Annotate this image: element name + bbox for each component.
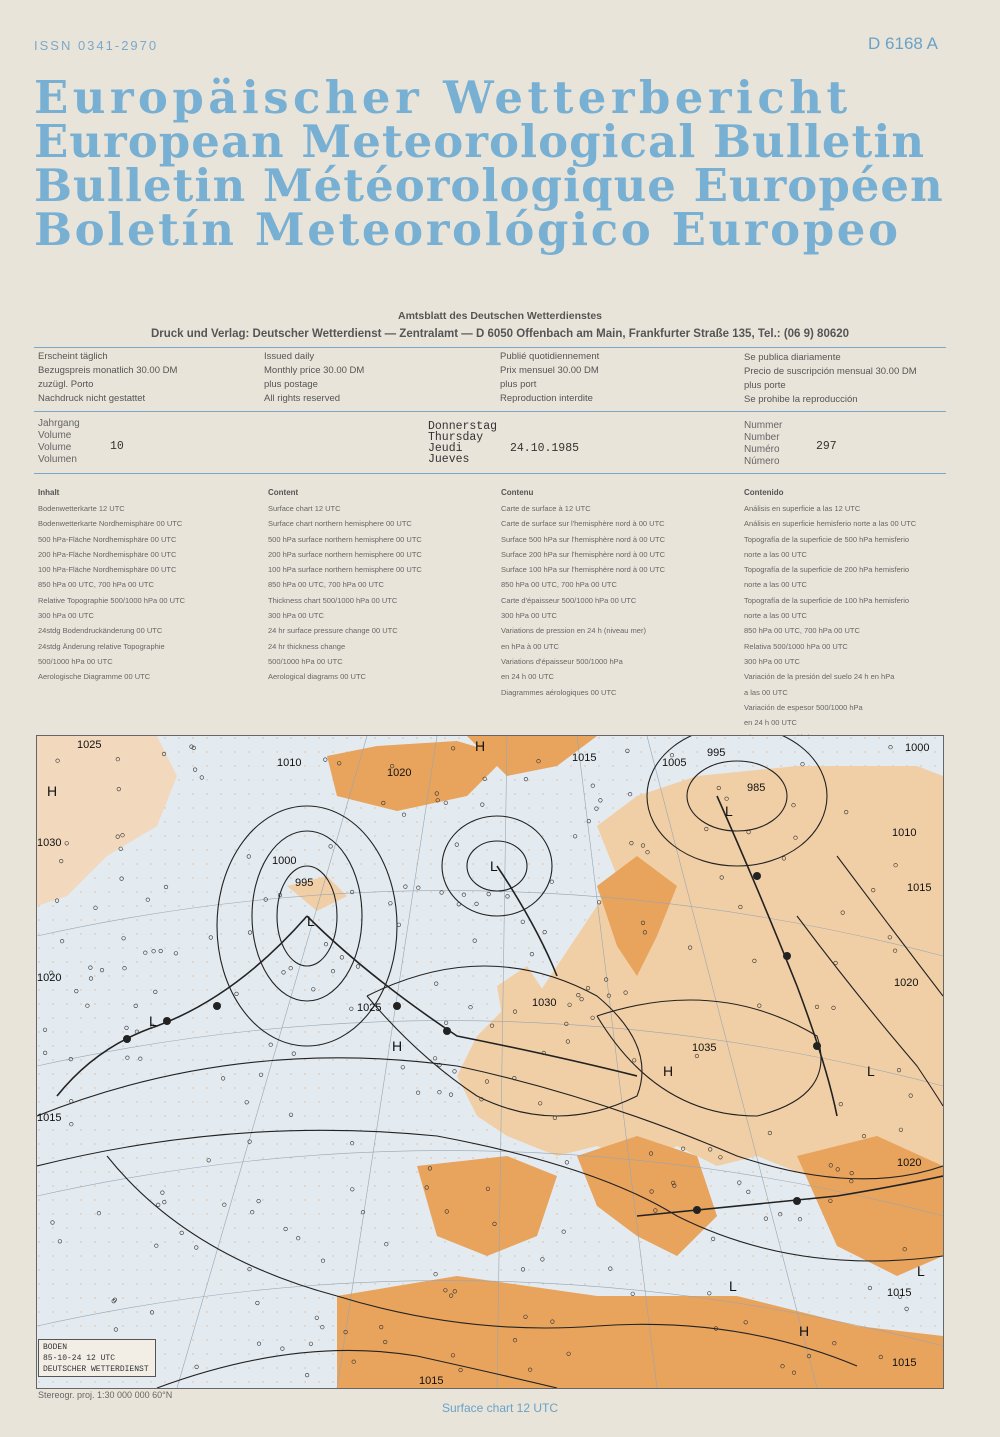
- contents-item: 850 hPa 00 UTC, 700 hPa 00 UTC: [501, 580, 617, 590]
- isobar-label: 1020: [894, 977, 919, 989]
- terms-line: zuzügl. Porto: [38, 379, 94, 390]
- contents-item: Topografía de la superficie de 500 hPa hemisferio: [744, 534, 910, 544]
- terms-line: All rights reserved: [264, 393, 341, 404]
- contents-item: 100 hPa surface northern hemisphere 00 UTC: [268, 565, 422, 575]
- volume-label: Volumen: [38, 454, 77, 465]
- contents-item: a las 00 UTC: [744, 687, 788, 697]
- terms-english: [264, 350, 364, 406]
- number-label: Numéro: [744, 444, 780, 455]
- title-spanish: Boletín Meteorológico Europeo: [34, 203, 901, 256]
- contents-item: norte a las 00 UTC: [744, 549, 807, 559]
- contents-item: 24 hr thickness change: [268, 641, 346, 651]
- title-german: Europäischer Wetterbericht: [34, 71, 852, 124]
- contents-item: Relativa 500/1000 hPa 00 UTC: [744, 641, 848, 651]
- publisher-address: Druck und Verlag: Deutscher Wetterdienst — Zentralamt — D 6050 Offenbach am Main, Frankfurter Straße 135, Tel.: (06 9) 80620: [150, 328, 850, 340]
- high-pressure-marker: H: [799, 1323, 810, 1339]
- isobar-label: 995: [295, 877, 314, 889]
- terms-line: Reproduction interdite: [500, 393, 593, 404]
- contents-item: Bodenwetterkarte Nordhemisphäre 00 UTC: [38, 519, 183, 529]
- weekday: Jeudi: [428, 442, 463, 455]
- contents-item: 24stdg Änderung relative Topographie: [38, 641, 165, 651]
- isobar-label: 1015: [37, 1112, 62, 1124]
- contents-item: 200 hPa-Fläche Nordhemisphäre 00 UTC: [38, 549, 177, 559]
- contents-item: 24stdg Bodendruckänderung 00 UTC: [38, 626, 163, 636]
- contents-item: Surface 100 hPa sur l'hemisphère nord à 00 UTC: [501, 565, 666, 575]
- surface-chart-map: [36, 735, 944, 1389]
- contents-spanish: [744, 488, 916, 746]
- contents-item: norte a las 00 UTC: [744, 580, 807, 590]
- contents-item: Diagrammes aérologiques 00 UTC: [501, 687, 617, 697]
- legend-line: DEUTSCHER WETTERDIENST: [43, 1365, 149, 1374]
- isobar-label: 1020: [387, 767, 412, 779]
- low-pressure-marker: L: [867, 1063, 875, 1079]
- contents-item: 300 hPa 00 UTC: [744, 656, 800, 666]
- terms-line: plus porte: [744, 380, 786, 391]
- contents-german: [38, 488, 185, 685]
- contents-item: 850 hPa 00 UTC, 700 hPa 00 UTC: [744, 626, 860, 636]
- contents-item: Carte de surface sur l'hemisphère nord à 00 UTC: [501, 519, 665, 529]
- low-pressure-marker: L: [490, 858, 498, 874]
- contents-heading: Contenu: [501, 488, 534, 497]
- terms-line: plus port: [500, 379, 537, 390]
- contents-item: Variations de pression en 24 h (niveau mer): [501, 626, 646, 636]
- isobar-label: 995: [707, 747, 726, 759]
- contents-heading: Content: [268, 488, 299, 497]
- isobar-label: 1015: [572, 752, 597, 764]
- low-pressure-marker: L: [149, 1013, 157, 1029]
- isobar-label: 1020: [37, 972, 62, 984]
- isobar-label: 1005: [662, 757, 687, 769]
- weekday-names: [428, 421, 497, 465]
- isobar-label: 1015: [892, 1357, 917, 1369]
- contents-item: Surface 200 hPa sur l'hemisphère nord à 00 UTC: [501, 549, 666, 559]
- contents-item: 24 hr surface pressure change 00 UTC: [268, 626, 398, 636]
- divider: [34, 411, 946, 412]
- legend-line: 85-10-24 12 UTC: [43, 1354, 116, 1363]
- volume-label: Jahrgang: [38, 418, 80, 429]
- isobar-label: 1020: [897, 1157, 922, 1169]
- isobar-label: 985: [747, 782, 766, 794]
- terms-line: Erscheint täglich: [38, 351, 108, 362]
- terms-line: Bezugspreis monatlich 30.00 DM: [38, 365, 178, 376]
- low-pressure-marker: L: [725, 803, 733, 819]
- contents-english: [268, 488, 422, 685]
- contents-item: 200 hPa surface northern hemisphere 00 UTC: [268, 549, 422, 559]
- contents-item: 850 hPa 00 UTC, 700 hPa 00 UTC: [268, 580, 384, 590]
- number-labels: [744, 420, 782, 468]
- contents-item: 100 hPa-Fläche Nordhemisphäre 00 UTC: [38, 565, 177, 575]
- low-pressure-marker: L: [307, 913, 315, 929]
- terms-line: plus postage: [264, 379, 318, 390]
- isobar-label: 1025: [357, 1002, 382, 1014]
- contents-item: 300 hPa 00 UTC: [268, 611, 324, 621]
- terms-line: Se publica diariamente: [744, 352, 841, 363]
- contents-item: Análisis en superficie a las 12 UTC: [744, 504, 861, 513]
- volume-number: 10: [110, 440, 124, 453]
- contents-item: 500 hPa surface northern hemisphere 00 UTC: [268, 534, 422, 544]
- contents-item: en 24 h 00 UTC: [501, 672, 554, 682]
- isobar-label: 1025: [77, 739, 102, 751]
- contents-item: Aerologische Diagramme 00 UTC: [38, 672, 151, 682]
- terms-line: Precio de suscripción mensual 30.00 DM: [744, 366, 917, 377]
- number-label: Nummer: [744, 420, 783, 431]
- contents-item: 300 hPa 00 UTC: [38, 611, 94, 621]
- terms-line: Se prohibe la reproducción: [744, 394, 858, 405]
- terms-line: Issued daily: [264, 351, 315, 362]
- contents-item: Topografía de la superficie de 100 hPa hemisferio: [744, 595, 910, 605]
- contents-item: Carte de surface à 12 UTC: [501, 504, 591, 513]
- contents-item: 500 hPa-Fläche Nordhemisphäre 00 UTC: [38, 534, 177, 544]
- title-english: European Meteorological Bulletin: [34, 115, 926, 168]
- volume-labels: [38, 418, 80, 466]
- contents-item: Topografía de la superficie de 200 hPa hemisferio: [744, 565, 910, 575]
- contents-item: Surface chart northern hemisphere 00 UTC: [268, 519, 412, 529]
- terms-line: Publié quotidiennement: [500, 351, 600, 362]
- number-label: Number: [744, 432, 780, 443]
- terms-german: [38, 350, 177, 406]
- contents-item: Surface chart 12 UTC: [268, 504, 341, 513]
- terms-french: [500, 350, 599, 406]
- contents-item: Variations d'épaisseur 500/1000 hPa: [501, 656, 623, 666]
- contents-item: Análisis en superficie hemisferio norte a las 00 UTC: [744, 519, 917, 529]
- isobar-label: 1010: [277, 757, 302, 769]
- contents-item: 500/1000 hPa 00 UTC: [38, 656, 113, 666]
- contents-item: en 24 h 00 UTC: [744, 718, 797, 728]
- high-pressure-marker: H: [663, 1063, 674, 1079]
- contents-item: Relative Topographie 500/1000 hPa 00 UTC: [38, 595, 186, 605]
- divider: [34, 473, 946, 474]
- weather-map-svg: [37, 736, 943, 1388]
- volume-label: Volume: [38, 442, 72, 453]
- high-pressure-marker: H: [475, 738, 486, 754]
- contents-item: norte a las 00 UTC: [744, 611, 807, 621]
- isobar-label: 1010: [892, 827, 917, 839]
- weekday: Donnerstag: [428, 420, 498, 433]
- divider: [34, 347, 946, 348]
- contents-item: Carte d'épaisseur 500/1000 hPa 00 UTC: [501, 595, 637, 605]
- weekday: Jueves: [428, 453, 470, 466]
- low-pressure-marker: L: [729, 1278, 737, 1294]
- terms-line: Prix mensuel 30.00 DM: [500, 365, 599, 376]
- contents-item: 850 hPa 00 UTC, 700 hPa 00 UTC: [38, 580, 154, 590]
- volume-label: Volume: [38, 430, 72, 441]
- contents-item: 500/1000 hPa 00 UTC: [268, 656, 343, 666]
- low-pressure-marker: L: [917, 1263, 925, 1279]
- contents-item: Aerological diagrams 00 UTC: [268, 672, 366, 682]
- high-pressure-marker: H: [47, 783, 58, 799]
- contents-item: Surface 500 hPa sur l'hemisphère nord à 00 UTC: [501, 534, 666, 544]
- isobar-label: 1030: [37, 837, 62, 849]
- projection-note: Stereogr. proj. 1:30 000 000 60°N: [38, 1390, 173, 1400]
- masthead-titles: [34, 71, 964, 256]
- isobar-label: 1015: [907, 882, 932, 894]
- isobar-label: 1000: [272, 855, 297, 867]
- contents-item: Variación de espesor 500/1000 hPa: [744, 702, 863, 712]
- contents-item: 300 hPa 00 UTC: [501, 611, 557, 621]
- contents-heading: Inhalt: [38, 488, 60, 497]
- issue-date: 24.10.1985: [510, 442, 580, 455]
- legend-line: BODEN: [43, 1343, 68, 1352]
- contents-heading: Contenido: [744, 488, 784, 497]
- title-french: Bulletin Météorologique Européen: [34, 159, 944, 212]
- contents-item: en hPa à 00 UTC: [501, 641, 559, 651]
- high-pressure-marker: H: [392, 1038, 403, 1054]
- contents-french: [501, 488, 665, 700]
- chart-caption: Surface chart 12 UTC: [441, 1401, 559, 1415]
- contents-item: Bodenwetterkarte 12 UTC: [38, 504, 125, 513]
- issn-number: ISSN 0341-2970: [34, 38, 159, 53]
- chart-legend-box: [38, 1339, 156, 1377]
- contents-item: Variación de la presión del suelo 24 h en hPa: [744, 672, 895, 682]
- terms-line: Nachdruck nicht gestattet: [38, 393, 146, 404]
- number-label: Número: [744, 456, 780, 467]
- postal-code: D 6168 A: [868, 34, 938, 53]
- isobar-label: 1015: [419, 1375, 444, 1387]
- terms-spanish: [744, 351, 917, 407]
- isobar-label: 1035: [692, 1042, 717, 1054]
- isobar-label: 1000: [905, 742, 930, 754]
- publisher-official: Amtsblatt des Deutschen Wetterdienstes: [397, 310, 603, 322]
- terms-line: Monthly price 30.00 DM: [264, 365, 365, 376]
- isobar-label: 1030: [532, 997, 557, 1009]
- weekday: Thursday: [428, 431, 484, 444]
- isobar-label: 1015: [887, 1287, 912, 1299]
- contents-item: Thickness chart 500/1000 hPa 00 UTC: [268, 595, 398, 605]
- issue-number: 297: [816, 440, 837, 453]
